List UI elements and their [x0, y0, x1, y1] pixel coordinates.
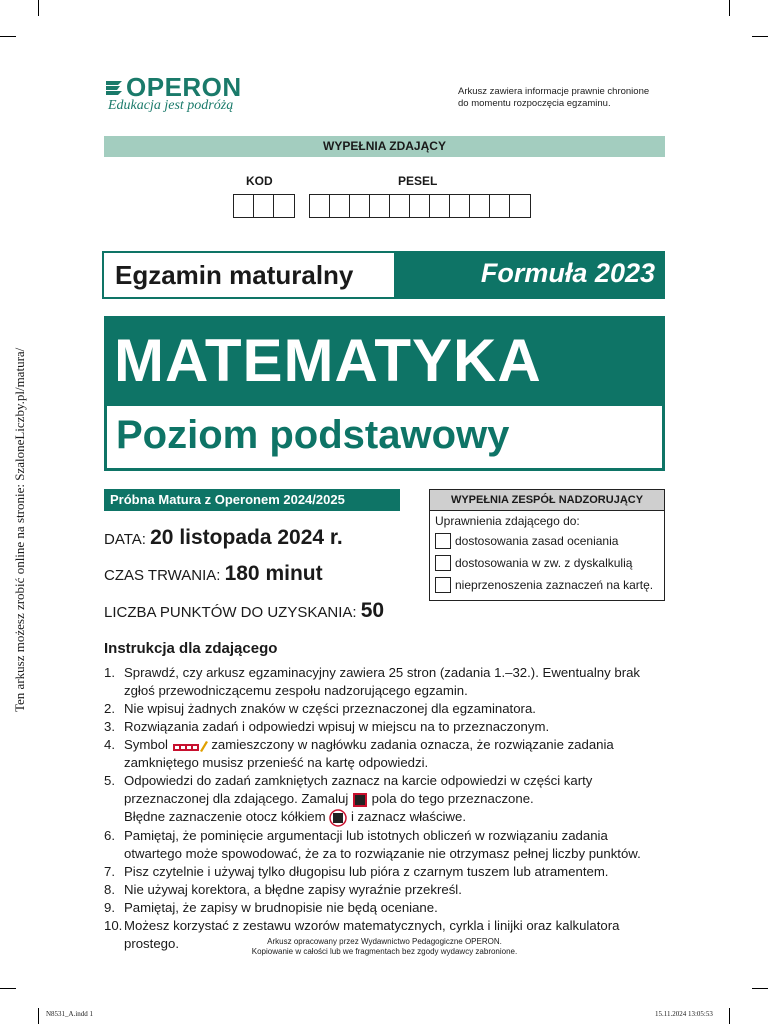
kod-box[interactable] — [234, 195, 254, 217]
item-num: 9. — [104, 899, 115, 915]
supervisors-intro: Uprawnienia zdającego do: — [435, 514, 580, 528]
checkbox[interactable] — [435, 555, 451, 571]
checkbox[interactable] — [435, 577, 451, 593]
notice-line: Arkusz zawiera informacje prawnie chronione — [458, 86, 650, 97]
time-value: 180 minut — [224, 562, 323, 585]
item-num: 2. — [104, 701, 115, 716]
side-note: Ten arkusz możesz zrobić online na stronie: SzaloneLiczby.pl/matura/ — [12, 347, 27, 712]
logo-tagline: Edukacja jest podróżą — [108, 98, 234, 113]
item-line: Pamiętaj, że pominięcie argumentacji lub istotnych obliczeń w rozwiązaniu zadania — [124, 827, 608, 843]
item-num: 3. — [104, 719, 115, 734]
pesel-box[interactable] — [470, 195, 490, 217]
candidate-band: WYPEŁNIA ZDAJĄCY — [104, 136, 665, 157]
item-num: 7. — [104, 863, 115, 879]
slug-left: N8531_A.indd 1 — [46, 1010, 94, 1018]
kod-box[interactable] — [254, 195, 274, 217]
option-label: nieprzenoszenia zaznaczeń na kartę. — [455, 578, 654, 592]
points-value: 50 — [360, 599, 385, 622]
footer — [104, 937, 665, 957]
date-line — [104, 526, 343, 550]
item-num: 8. — [104, 881, 115, 897]
pesel-box[interactable] — [310, 195, 330, 217]
time-label: CZAS TRWANIA: — [104, 567, 221, 584]
exam-title: Egzamin maturalny — [115, 260, 354, 290]
item-line: otwartego może spowodować, że za to rozwiązanie nie otrzymasz pełnej liczby punktów. — [124, 845, 641, 861]
crop-mark — [729, 0, 730, 16]
footer-line: Arkusz opracowany przez Wydawnictwo Pedagogiczne OPERON. — [267, 937, 502, 946]
instruction-item — [104, 772, 674, 827]
supervisors-head: WYPEŁNIA ZESPÓŁ NADZORUJĄCY — [430, 490, 664, 511]
points-line — [104, 599, 384, 623]
time-line — [104, 562, 323, 586]
kod-label: KOD — [246, 174, 273, 188]
item-line: Nie używaj korektora, a błędne zapisy wyraźnie przekreśl. — [124, 881, 462, 897]
answer-card-symbol-icon — [172, 739, 208, 753]
crop-mark — [752, 988, 768, 989]
filled-box-icon — [352, 792, 368, 808]
item-line: Pisz czytelnie i używaj tylko długopisu lub pióra z czarnym tuszem lub atramentem. — [124, 863, 609, 879]
pesel-box[interactable] — [450, 195, 470, 217]
item-text: Błędne zaznaczenie otocz kółkiem — [124, 809, 326, 824]
formula-title: Formuła 2023 — [480, 258, 655, 288]
subject-level: Poziom podstawowy — [116, 413, 510, 457]
item-line: Pamiętaj, że zapisy w brudnopisie nie będą oceniane. — [124, 899, 438, 915]
slug-right: 15.11.2024 13:05:53 — [655, 1010, 713, 1018]
pesel-label: PESEL — [398, 174, 438, 188]
crop-mark — [729, 1008, 730, 1024]
item-text: zamieszczony w nagłówku zadania oznacza, że rozwiązanie zadania — [211, 737, 614, 752]
date-label: DATA: — [104, 531, 146, 548]
option-label: dostosowania zasad oceniania — [455, 534, 619, 548]
crop-mark — [38, 1008, 39, 1024]
trial-band: Próbna Matura z Operonem 2024/2025 — [104, 489, 400, 511]
item-line: Nie wpisuj żadnych znaków w części przeznaczonej dla egzaminatora. — [124, 701, 536, 716]
pesel-box[interactable] — [350, 195, 370, 217]
instruction-item — [104, 700, 674, 718]
pesel-box[interactable] — [490, 195, 510, 217]
item-num: 4. — [104, 737, 115, 752]
item-line: Odpowiedzi do zadań zamkniętych zaznacz na karcie odpowiedzi w części karty — [124, 773, 593, 788]
pesel-box[interactable] — [330, 195, 350, 217]
item-num: 1. — [104, 665, 115, 680]
crop-mark — [0, 988, 16, 989]
instruction-item — [104, 664, 674, 700]
item-line: zgłoś przewodniczącemu zespołu nadzorującego egzamin. — [124, 683, 468, 698]
item-num: 10. — [104, 917, 123, 933]
item-line: Rozwiązania zadań i odpowiedzi wpisuj w miejscu na to przeznaczonym. — [124, 719, 550, 734]
footer-line: Kopiowanie w całości lub we fragmentach bez zgody wydawcy zabronione. — [251, 947, 518, 956]
circled-box-icon — [329, 809, 347, 827]
exam-header — [102, 251, 665, 299]
subject-name: MATEMATYKA — [114, 327, 542, 394]
instruction-item — [104, 881, 674, 899]
item-text: przeznaczonej dla zdającego. Zamaluj — [124, 791, 349, 806]
points-label: LICZBA PUNKTÓW DO UZYSKANIA: — [104, 604, 357, 621]
pesel-box[interactable] — [370, 195, 390, 217]
item-line: zamkniętego musisz przenieść na kartę odpowiedzi. — [124, 755, 429, 770]
instruction-item — [104, 863, 674, 881]
crop-mark — [0, 36, 16, 37]
instructions-list — [104, 664, 674, 953]
pesel-box[interactable] — [430, 195, 450, 217]
kod-boxes[interactable] — [233, 194, 295, 218]
notice-line: do momentu rozpoczęcia egzaminu. — [458, 98, 611, 109]
pesel-box[interactable] — [390, 195, 410, 217]
item-num: 5. — [104, 773, 115, 788]
item-text: Symbol — [124, 737, 168, 752]
pesel-box[interactable] — [410, 195, 430, 217]
supervisor-option[interactable] — [430, 530, 664, 552]
option-label: dostosowania w zw. z dyskalkulią — [455, 556, 633, 570]
item-text: i zaznacz właściwe. — [350, 809, 466, 824]
crop-mark — [38, 0, 39, 16]
legal-notice — [458, 86, 649, 110]
instruction-item — [104, 899, 674, 917]
kod-box[interactable] — [274, 195, 294, 217]
instruction-item — [104, 718, 674, 736]
date-value: 20 listopada 2024 r. — [150, 526, 343, 549]
crop-mark — [752, 36, 768, 37]
supervisors-box — [429, 489, 665, 601]
item-text: pola do tego przeznaczone. — [371, 791, 534, 806]
logo-name: OPERON — [126, 72, 242, 102]
checkbox[interactable] — [435, 533, 451, 549]
instruction-item — [104, 827, 674, 863]
item-line: Sprawdź, czy arkusz egzaminacyjny zawiera 25 stron (zadania 1.–32.). Ewentualny brak — [124, 665, 641, 680]
supervisor-option[interactable] — [430, 552, 664, 574]
pesel-box[interactable] — [510, 195, 530, 217]
instructions-title: Instrukcja dla zdającego — [104, 640, 278, 657]
subject-block — [104, 316, 665, 471]
item-num: 6. — [104, 827, 115, 843]
pesel-boxes[interactable] — [309, 194, 531, 218]
operon-logo-icon — [104, 77, 126, 99]
supervisor-option[interactable] — [430, 574, 664, 596]
item-line: Możesz korzystać z zestawu wzorów matematycznych, cyrkla i linijki oraz kalkulatora prostego. — [124, 917, 620, 951]
instruction-item — [104, 736, 674, 772]
